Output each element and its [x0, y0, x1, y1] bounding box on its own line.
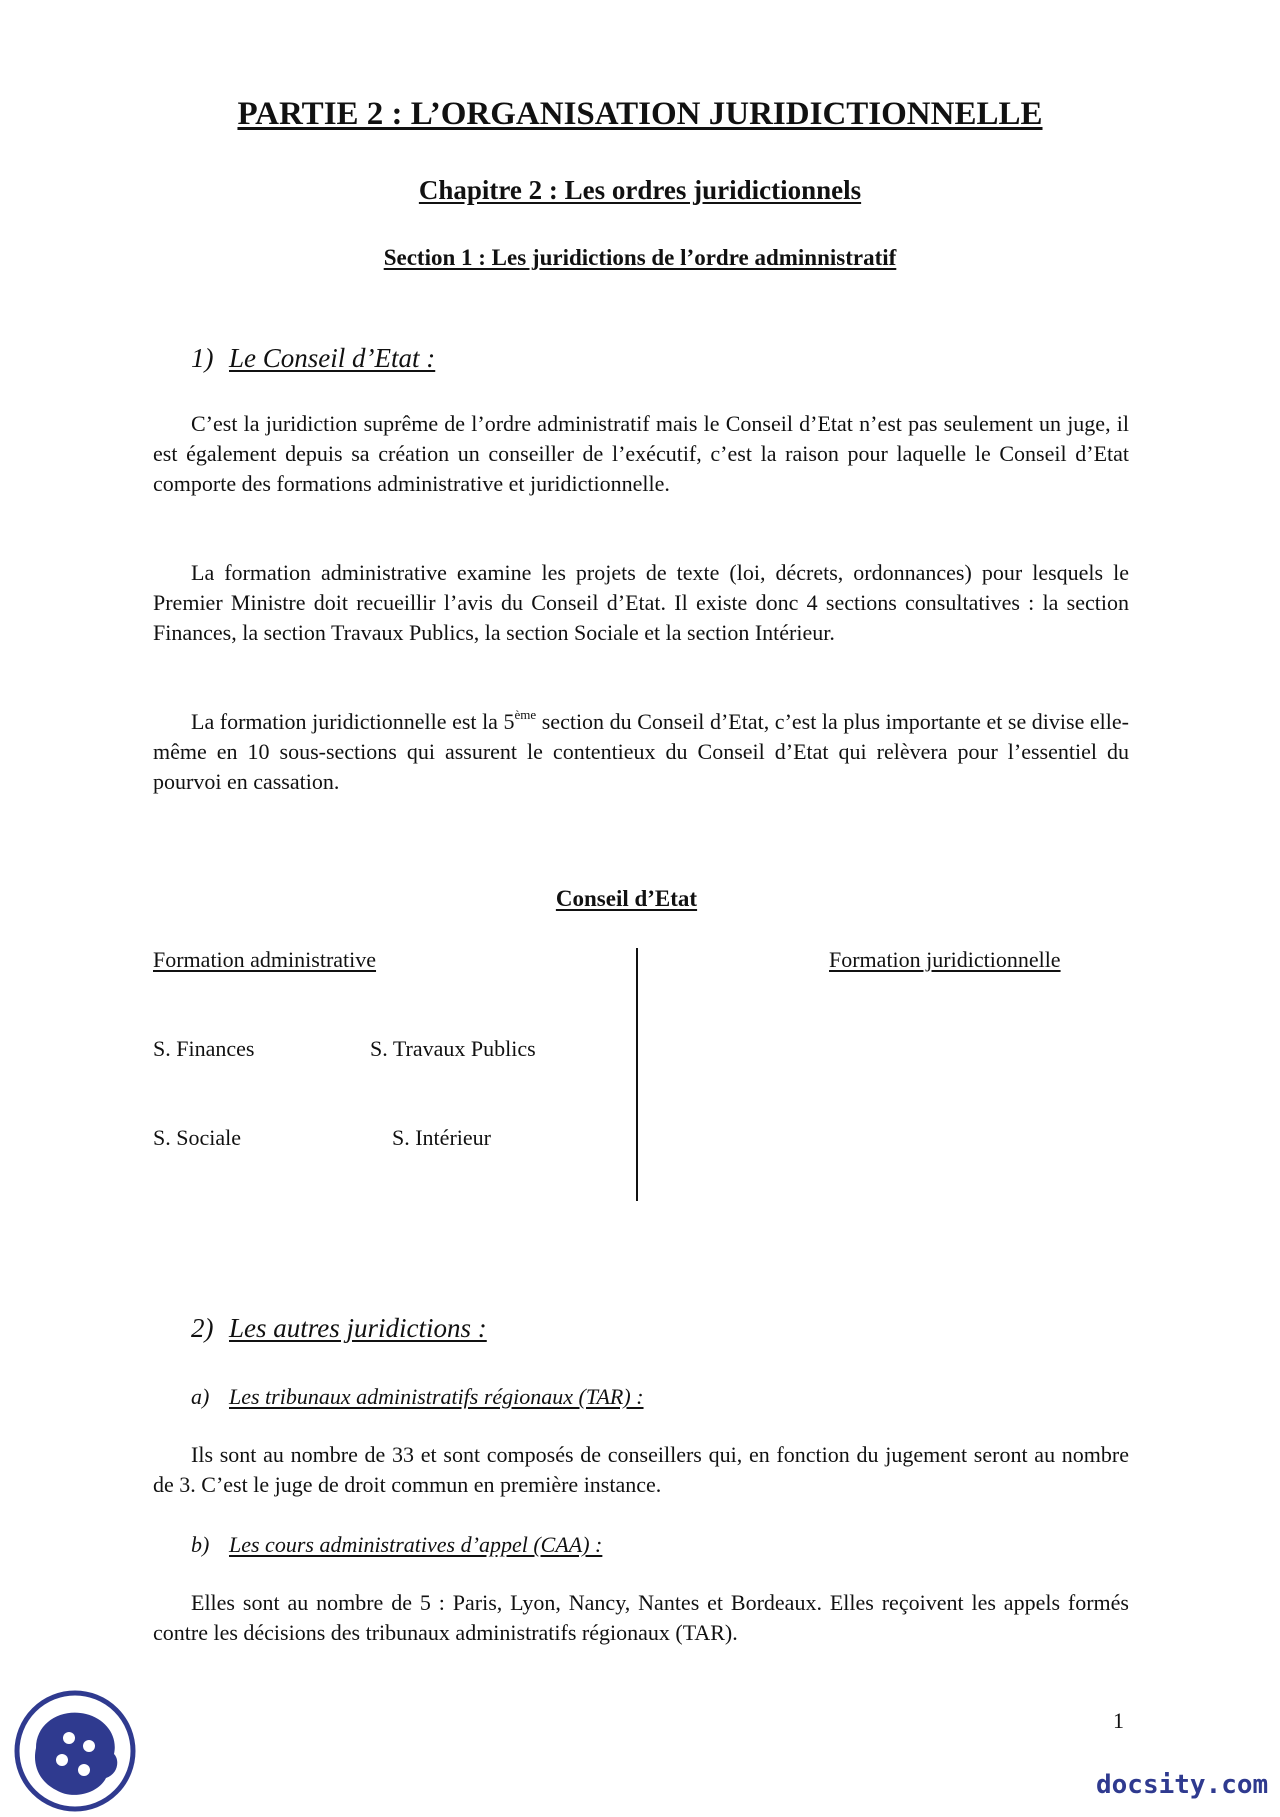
- paragraph-5: [153, 1588, 1129, 1648]
- subheading-letter: a): [191, 1384, 210, 1409]
- docsity-brand-text[interactable]: docsity.com: [1096, 1770, 1269, 1800]
- paragraph-4: [153, 1440, 1129, 1500]
- page-number: 1: [1113, 1708, 1124, 1733]
- diagram-s-interieur: S. Intérieur: [392, 1125, 491, 1150]
- superscript-eme: ème: [514, 706, 537, 722]
- subheading-tar: [191, 1384, 644, 1410]
- diagram-left-heading: Formation administrative: [153, 947, 377, 972]
- paragraph-3-after: section du Conseil d’Etat, c’est la plus importante et se divise elle-même en 10 sous-sections qui assurent le contentieux du Conseil d’Etat qui relèvera pour l’essentiel du pourvoi en cassation.: [153, 709, 1129, 794]
- subheading-label: Les cours administratives d’appel (CAA) :: [229, 1532, 603, 1557]
- paragraph-5-text: Elles sont au nombre de 5 : Paris, Lyon, Nancy, Nantes et Bordeaux. Elles reçoivent les appels formés contre les décisions des tribunaux administratifs régionaux (TAR).: [153, 1590, 1129, 1645]
- paragraph-3: [153, 707, 1129, 797]
- diagram-s-travaux: S. Travaux Publics: [370, 1036, 536, 1061]
- diagram-right-heading: Formation juridictionnelle: [829, 947, 1061, 972]
- diagram-divider: [636, 948, 638, 1201]
- paragraph-2: [153, 558, 1129, 648]
- subheading-letter: b): [191, 1532, 210, 1557]
- heading-number: 2): [191, 1313, 214, 1343]
- section-title: Section 1 : Les juridictions de l’ordre adminnistratif: [383, 245, 897, 270]
- paragraph-1: [153, 409, 1129, 499]
- docsity-logo-icon: [14, 1690, 136, 1812]
- paragraph-3-before: La formation juridictionnelle est la 5: [191, 709, 515, 734]
- paragraph-1-text: C’est la juridiction suprême de l’ordre administratif mais le Conseil d’Etat n’est pas seulement un juge, il est également depuis sa création un conseiller de l’exécutif, c’est la raison pour laquelle le Conseil d’Etat comporte des formations administrative et juridictionnelle.: [153, 411, 1129, 496]
- part-title: PARTIE 2 : L’ORGANISATION JURIDICTIONNELLE: [237, 96, 1043, 132]
- heading-label: Les autres juridictions :: [229, 1313, 487, 1343]
- diagram-title: Conseil d’Etat: [555, 886, 698, 911]
- paragraph-4-text: Ils sont au nombre de 33 et sont composés de conseillers qui, en fonction du jugement seront au nombre de 3. C’est le juge de droit commun en première instance.: [153, 1442, 1129, 1497]
- diagram-s-finances: S. Finances: [153, 1036, 255, 1061]
- heading-autres-juridictions: [191, 1313, 487, 1344]
- subheading-caa: [191, 1532, 602, 1558]
- heading-conseil-etat: [191, 343, 435, 374]
- heading-number: 1): [191, 343, 214, 373]
- diagram-s-sociale: S. Sociale: [153, 1125, 241, 1150]
- chapter-title: Chapitre 2 : Les ordres juridictionnels: [418, 175, 862, 205]
- subheading-label: Les tribunaux administratifs régionaux (TAR) :: [229, 1384, 644, 1409]
- heading-label: Le Conseil d’Etat :: [229, 343, 436, 373]
- paragraph-2-text: La formation administrative examine les projets de texte (loi, décrets, ordonnances) pour lesquels le Premier Ministre doit recueillir l’avis du Conseil d’Etat. Il existe donc 4 sections consultatives : la section Finances, la section Travaux Publics, la section Sociale et la section Intérieur.: [153, 560, 1129, 645]
